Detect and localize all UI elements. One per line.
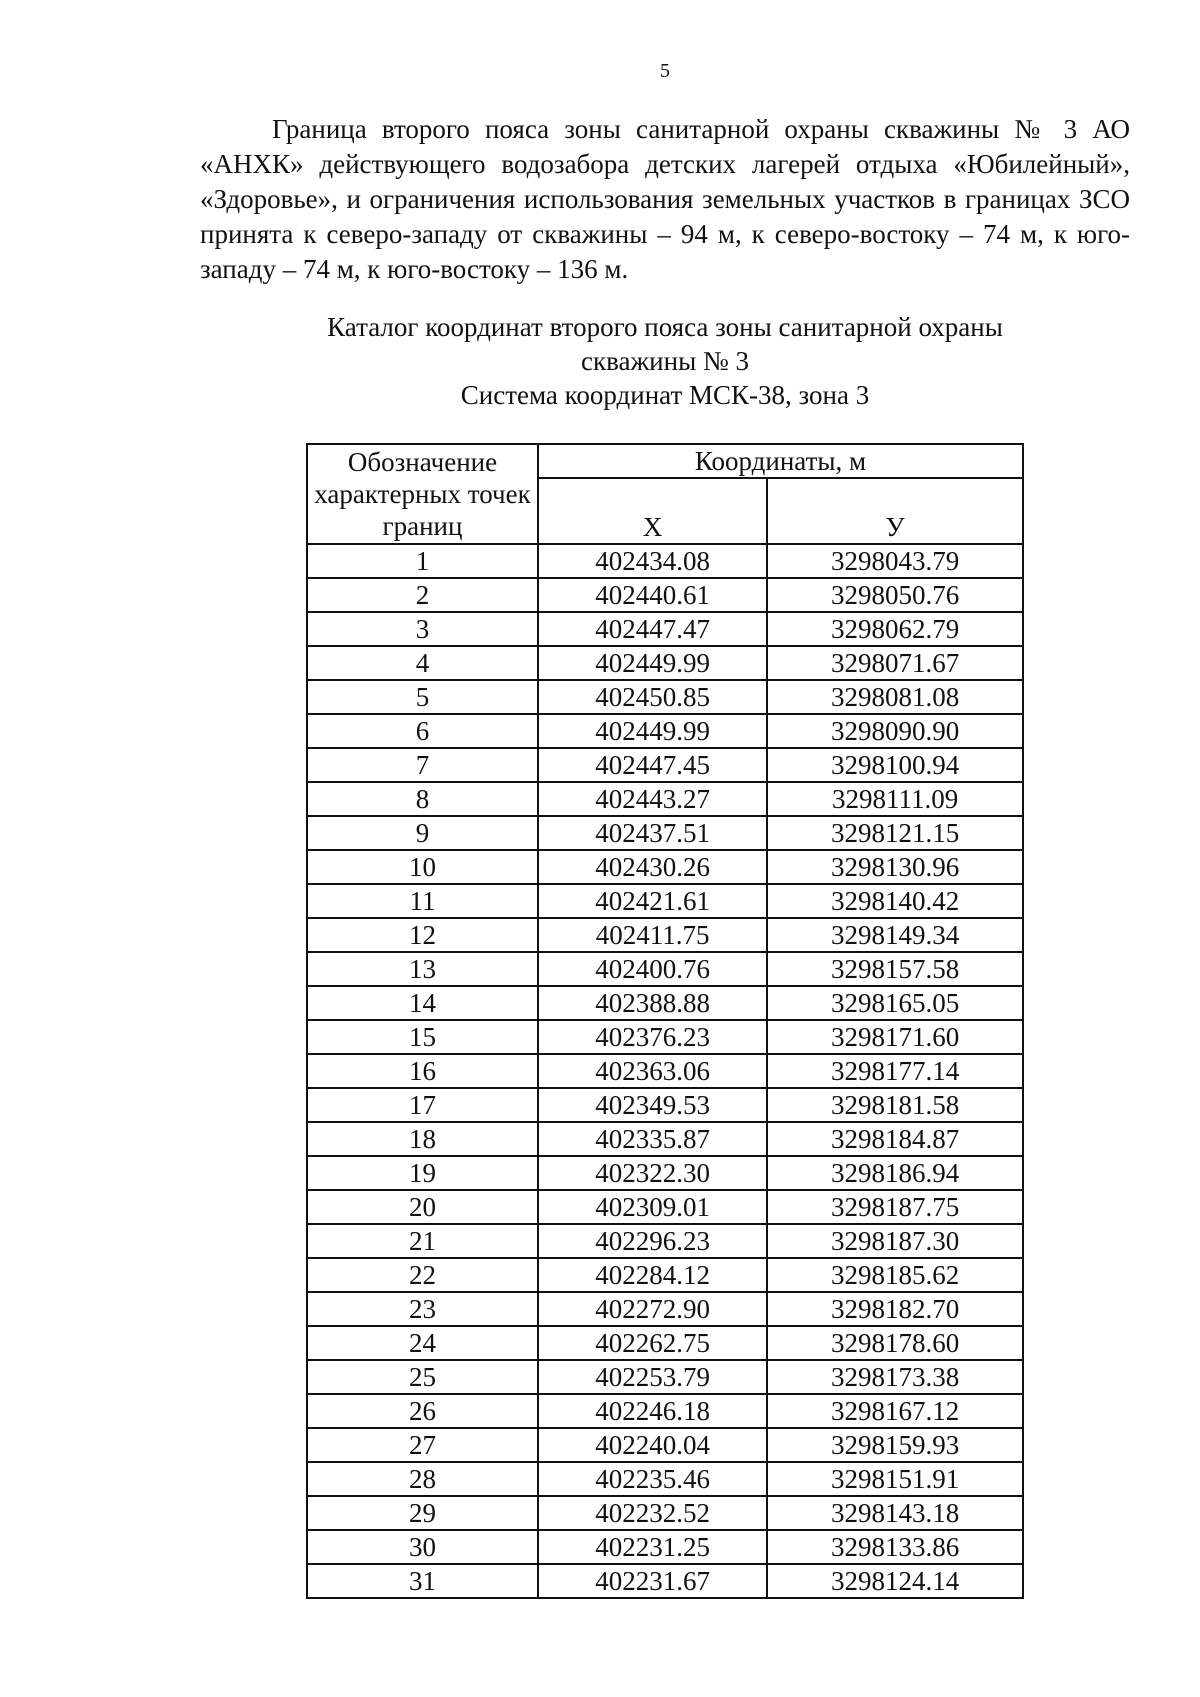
point-number-cell: 21 [307,1224,538,1258]
caption-line-1: Каталог координат второго пояса зоны санитарной охраны [327,312,1003,342]
y-coordinate-cell: 3298043.79 [767,544,1023,578]
point-number-cell: 7 [307,748,538,782]
point-number-cell: 10 [307,850,538,884]
y-coordinate-cell: 3298149.34 [767,918,1023,952]
x-coordinate-cell: 402437.51 [538,816,767,850]
x-coordinate-cell: 402450.85 [538,680,767,714]
x-coordinate-cell: 402430.26 [538,850,767,884]
y-coordinate-cell: 3298171.60 [767,1020,1023,1054]
x-coordinate-cell: 402388.88 [538,986,767,1020]
y-coordinate-cell: 3298071.67 [767,646,1023,680]
coordinates-table-body [307,544,1023,1598]
x-coordinate-cell: 402272.90 [538,1292,767,1326]
point-number-cell: 27 [307,1428,538,1462]
point-number-cell: 13 [307,952,538,986]
table-row [307,1020,1023,1054]
point-number-cell: 30 [307,1530,538,1564]
x-coordinate-cell: 402309.01 [538,1190,767,1224]
point-number-cell: 28 [307,1462,538,1496]
x-coordinate-cell: 402349.53 [538,1088,767,1122]
caption-line-3: Система координат МСК-38, зона 3 [460,380,870,410]
x-coordinate-cell: 402253.79 [538,1360,767,1394]
y-coordinate-cell: 3298187.30 [767,1224,1023,1258]
point-number-cell: 15 [307,1020,538,1054]
point-number-cell: 17 [307,1088,538,1122]
y-coordinate-cell: 3298111.09 [767,782,1023,816]
page-number: 5 [660,60,670,82]
x-coordinate-cell: 402232.52 [538,1496,767,1530]
x-coordinate-cell: 402449.99 [538,646,767,680]
x-coordinate-cell: 402246.18 [538,1394,767,1428]
x-coordinate-cell: 402363.06 [538,1054,767,1088]
y-coordinate-cell: 3298140.42 [767,884,1023,918]
point-number-cell: 22 [307,1258,538,1292]
y-coordinate-cell: 3298124.14 [767,1564,1023,1598]
y-coordinate-cell: 3298185.62 [767,1258,1023,1292]
x-coordinate-cell: 402400.76 [538,952,767,986]
point-number-cell: 2 [307,578,538,612]
y-coordinate-cell: 3298173.38 [767,1360,1023,1394]
x-coordinate-cell: 402231.67 [538,1564,767,1598]
x-coordinate-cell: 402447.47 [538,612,767,646]
x-coordinate-cell: 402449.99 [538,714,767,748]
table-caption [250,310,1080,412]
y-coordinate-cell: 3298050.76 [767,578,1023,612]
y-coordinate-cell: 3298181.58 [767,1088,1023,1122]
x-coordinate-cell: 402231.25 [538,1530,767,1564]
table-row [307,714,1023,748]
table-row [307,918,1023,952]
table-row [307,1326,1023,1360]
y-coordinate-cell: 3298090.90 [767,714,1023,748]
x-coordinate-cell: 402434.08 [538,544,767,578]
x-coordinate-cell: 402411.75 [538,918,767,952]
point-number-cell: 16 [307,1054,538,1088]
caption-line-2: скважины № 3 [581,346,749,376]
table-row [307,782,1023,816]
point-number-cell: 25 [307,1360,538,1394]
y-coordinate-cell: 3298121.15 [767,816,1023,850]
table-row [307,1258,1023,1292]
table-row [307,1190,1023,1224]
y-coordinate-cell: 3298165.05 [767,986,1023,1020]
x-coordinate-cell: 402335.87 [538,1122,767,1156]
table-row [307,1428,1023,1462]
table-row [307,1462,1023,1496]
table-row [307,884,1023,918]
point-number-cell: 6 [307,714,538,748]
y-coordinate-cell: 3298062.79 [767,612,1023,646]
y-coordinate-cell: 3298143.18 [767,1496,1023,1530]
x-coordinate-cell: 402421.61 [538,884,767,918]
table-row [307,646,1023,680]
y-coordinate-cell: 3298081.08 [767,680,1023,714]
point-number-cell: 26 [307,1394,538,1428]
point-number-cell: 29 [307,1496,538,1530]
point-number-cell: 1 [307,544,538,578]
y-coordinate-cell: 3298167.12 [767,1394,1023,1428]
point-number-cell: 31 [307,1564,538,1598]
table-row [307,1122,1023,1156]
table-row [307,612,1023,646]
table-row [307,680,1023,714]
table-row [307,1394,1023,1428]
y-coordinate-cell: 3298151.91 [767,1462,1023,1496]
y-coordinate-cell: 3298159.93 [767,1428,1023,1462]
x-coordinate-cell: 402240.04 [538,1428,767,1462]
table-row [307,748,1023,782]
x-coordinate-cell: 402284.12 [538,1258,767,1292]
y-coordinate-cell: 3298130.96 [767,850,1023,884]
x-header: Х [538,478,767,544]
y-coordinate-cell: 3298157.58 [767,952,1023,986]
point-number-cell: 8 [307,782,538,816]
table-row [307,1564,1023,1598]
intro-paragraph: Граница второго пояса зоны санитарной охраны скважины № 3 АО «АНХК» действующего водозабора детских лагерей отдыха «Юбилейный», «Здоровье», и ограничения использования земельных участков в границах ЗСО принята к северо-западу от скважины – 94 м, к северо-востоку – 74 м, к юго-западу – 74 м, к юго-востоку – 136 м. [200,114,1130,284]
table-row [307,544,1023,578]
coordinates-table [306,443,1024,1599]
table-row [307,1530,1023,1564]
table-row [307,986,1023,1020]
point-number-cell: 24 [307,1326,538,1360]
x-coordinate-cell: 402235.46 [538,1462,767,1496]
y-coordinate-cell: 3298184.87 [767,1122,1023,1156]
y-coordinate-cell: 3298186.94 [767,1156,1023,1190]
y-coordinate-cell: 3298100.94 [767,748,1023,782]
table-row [307,1156,1023,1190]
x-coordinate-cell: 402443.27 [538,782,767,816]
y-coordinate-cell: 3298187.75 [767,1190,1023,1224]
designation-header: Обозначение характерных точек границ [307,444,538,544]
table-row [307,1292,1023,1326]
point-number-cell: 4 [307,646,538,680]
table-row [307,816,1023,850]
coordinates-header: Координаты, м [538,444,1023,478]
point-number-cell: 5 [307,680,538,714]
point-number-cell: 11 [307,884,538,918]
x-coordinate-cell: 402376.23 [538,1020,767,1054]
table-row [307,1360,1023,1394]
table-row [307,1224,1023,1258]
y-coordinate-cell: 3298178.60 [767,1326,1023,1360]
point-number-cell: 19 [307,1156,538,1190]
x-coordinate-cell: 402296.23 [538,1224,767,1258]
x-coordinate-cell: 402447.45 [538,748,767,782]
x-coordinate-cell: 402322.30 [538,1156,767,1190]
table-row [307,850,1023,884]
y-coordinate-cell: 3298182.70 [767,1292,1023,1326]
point-number-cell: 9 [307,816,538,850]
y-coordinate-cell: 3298177.14 [767,1054,1023,1088]
point-number-cell: 18 [307,1122,538,1156]
table-row [307,1054,1023,1088]
table-row [307,1496,1023,1530]
table-row [307,952,1023,986]
table-row [307,1088,1023,1122]
point-number-cell: 12 [307,918,538,952]
point-number-cell: 23 [307,1292,538,1326]
x-coordinate-cell: 402262.75 [538,1326,767,1360]
x-coordinate-cell: 402440.61 [538,578,767,612]
y-header: У [767,478,1023,544]
point-number-cell: 20 [307,1190,538,1224]
y-coordinate-cell: 3298133.86 [767,1530,1023,1564]
table-row [307,578,1023,612]
point-number-cell: 14 [307,986,538,1020]
point-number-cell: 3 [307,612,538,646]
